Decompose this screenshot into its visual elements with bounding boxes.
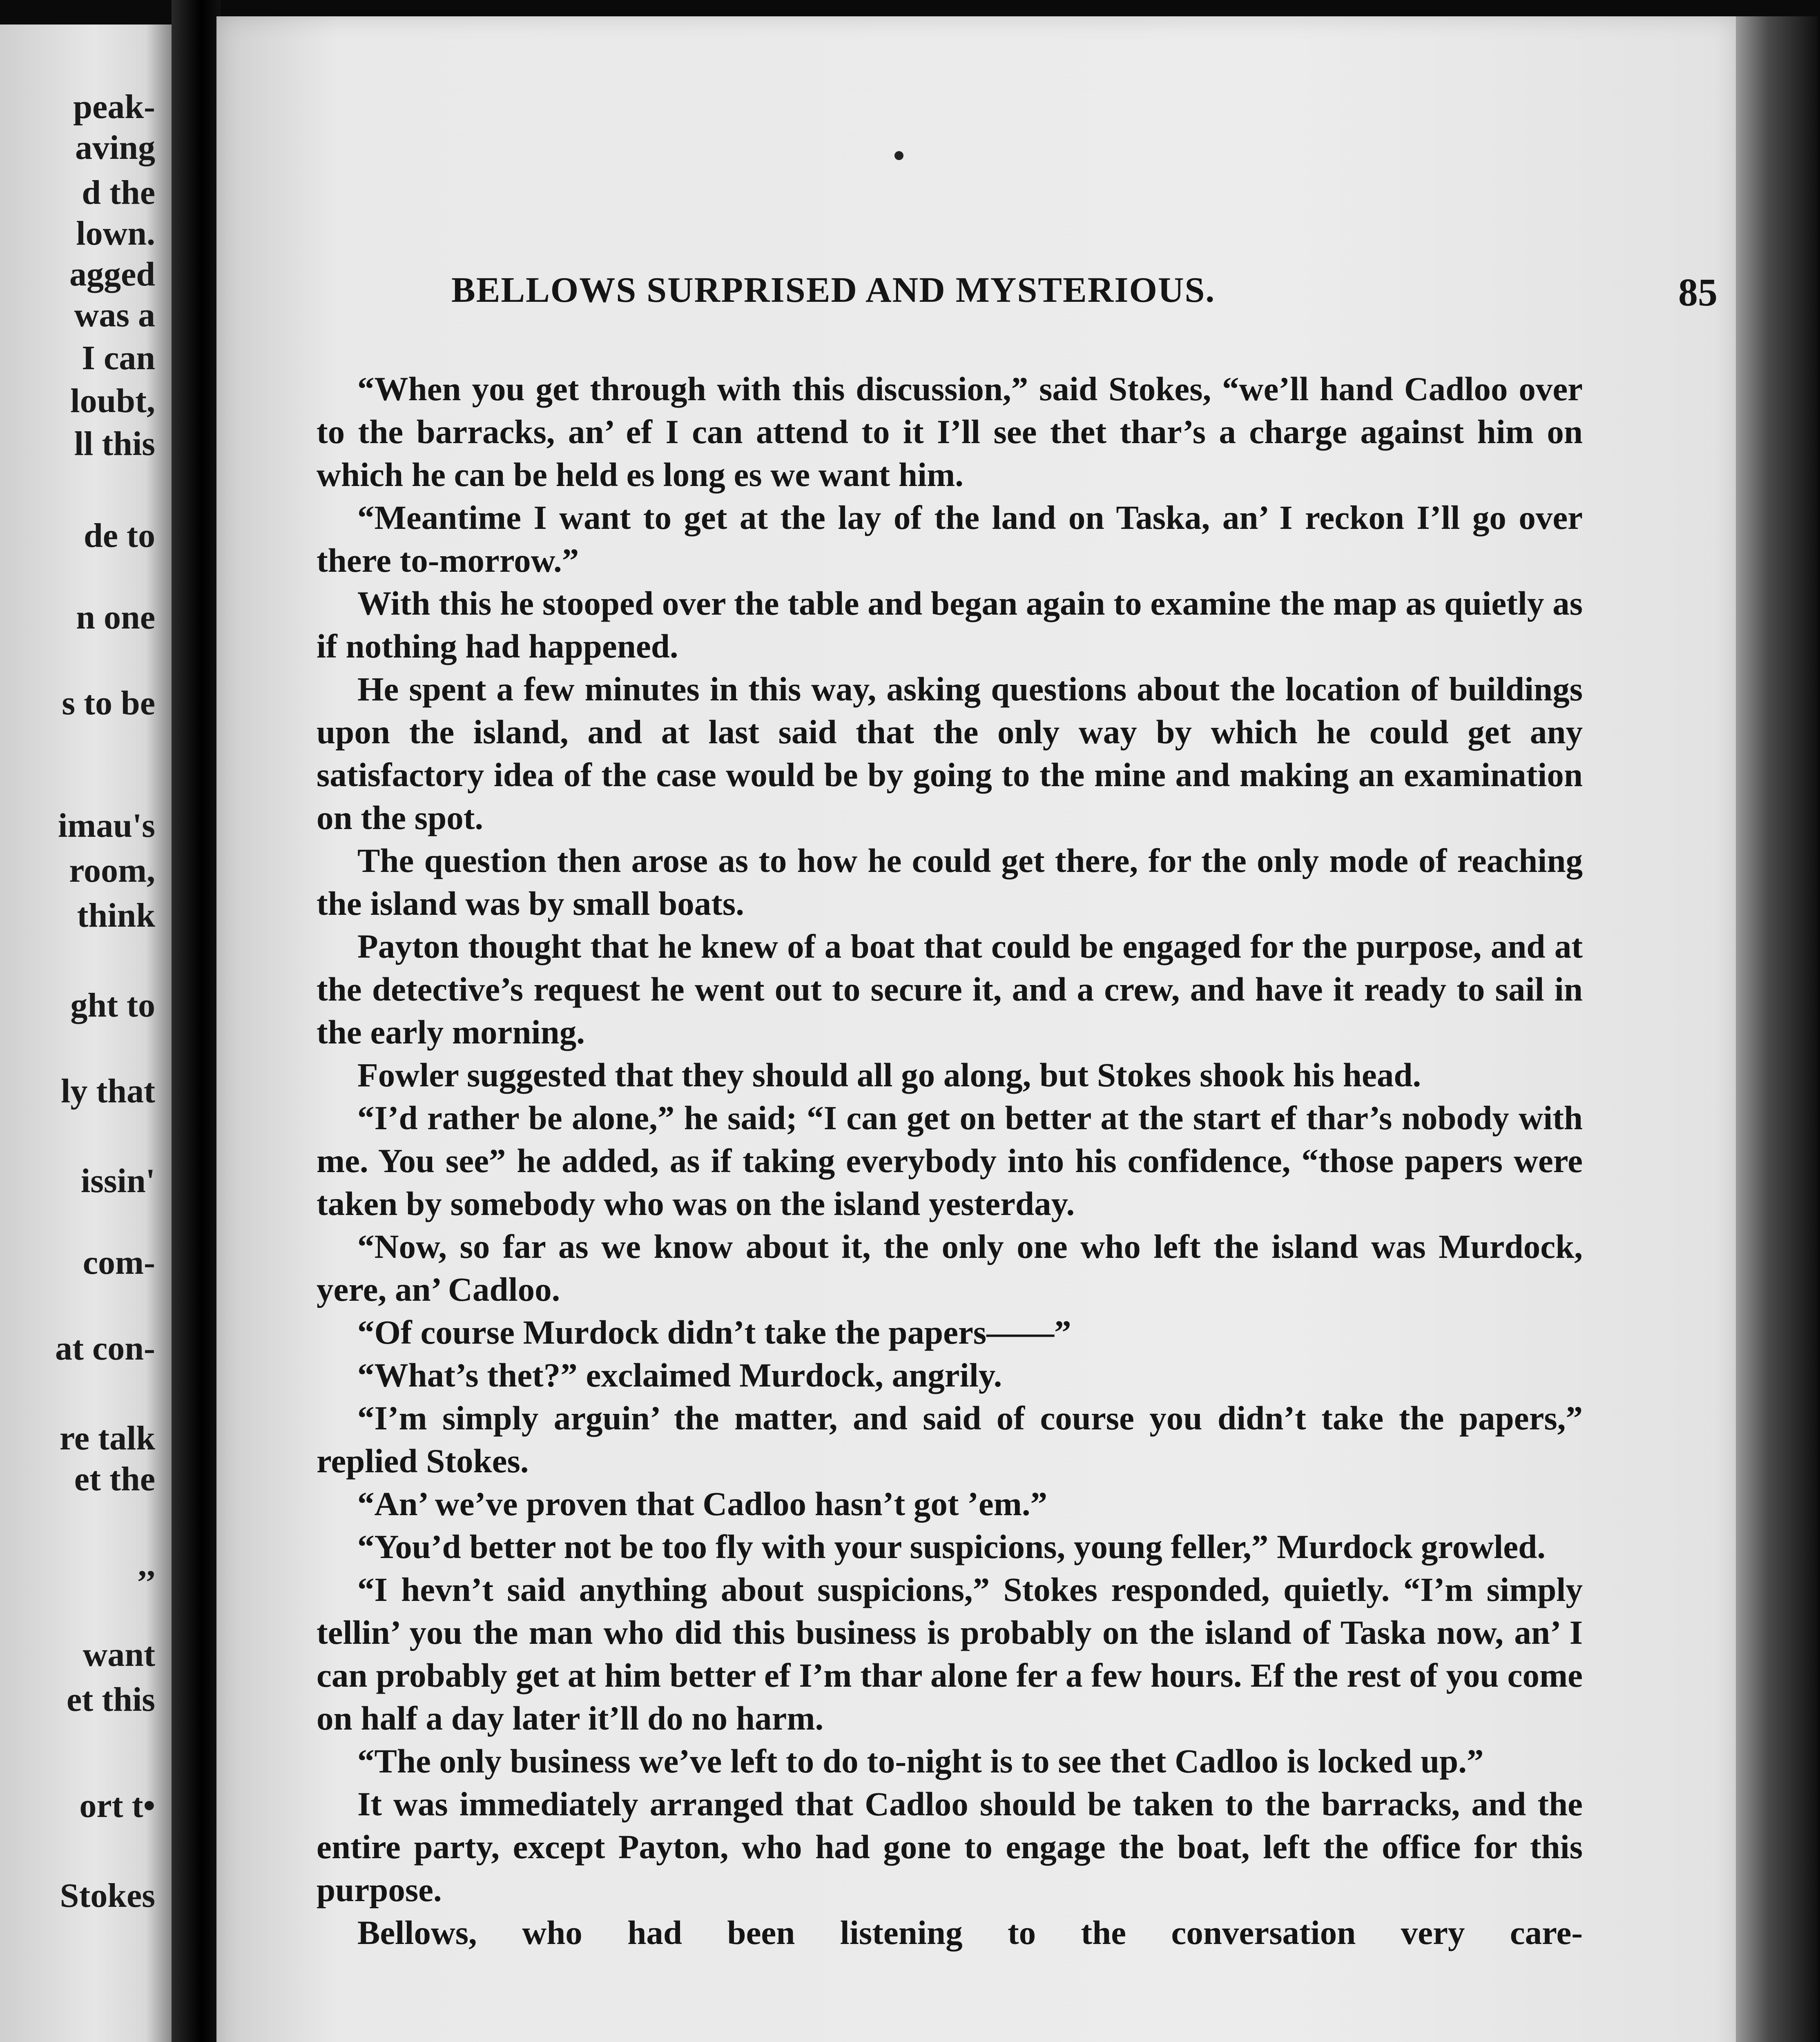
facing-page-fragment: de to — [84, 517, 155, 555]
facing-page-fragment: want — [83, 1636, 155, 1674]
page-edge-shadow — [1736, 16, 1818, 2042]
paragraph: Bellows, who had been listening to the conversation very care- — [357, 1914, 1583, 1951]
paragraph: “When you get through with this discussion,” said Stokes, “we’ll hand Cadloo over to the barracks, an’ ef I can attend to it I’ll see thet thar’s a charge against him on which he can be held es long es we want him. — [317, 370, 1583, 493]
facing-page-fragment: re talk — [59, 1419, 155, 1457]
facing-page-fragment: d the — [82, 174, 155, 212]
paragraph: “I hevn’t said anything about suspicions,” Stokes responded, quietly. “I’m simply tellin’ you the man who did this business is probably on the island of Taska now, an’ I can probably get at him better ef I’m thar alone fer a few hours. Ef the rest of you come on half a day later it’ll do no harm. — [317, 1571, 1583, 1737]
facing-page-fragment: aving — [75, 129, 155, 167]
facing-page-fragment: ort t• — [79, 1787, 155, 1825]
paragraph: “I’d rather be alone,” he said; “I can get on better at the start ef thar’s nobody with me. You see” he added, as if taking everybody into his confidence, “those papers were taken by somebody who was on the island yesterday. — [317, 1099, 1583, 1222]
page-number: 85 — [1678, 270, 1717, 314]
facing-page-fragment: lown. — [76, 214, 155, 252]
facing-page-fragment: room, — [69, 852, 155, 889]
facing-page-fragment: imau's — [58, 807, 155, 845]
paragraph: It was immediately arranged that Cadloo should be taken to the barracks, and the entire party, except Payton, who had gone to engage the boat, left the office for this purpose. — [317, 1785, 1583, 1908]
paragraph: “Now, so far as we know about it, the only one who left the island was Murdock, yere, an’ Cadloo. — [317, 1228, 1583, 1308]
facing-page-fragment: ly that — [61, 1072, 155, 1110]
facing-page-fragment: at con- — [55, 1329, 155, 1367]
facing-page-fragment: et the — [74, 1460, 155, 1498]
paragraph: “You’d better not be too fly with your suspicions, young feller,” Murdock growled. — [357, 1528, 1546, 1565]
paragraph: Payton thought that he knew of a boat that could be engaged for the purpose, and at the detective’s request he went out to secure it, and a crew, and have it ready to sail in the early morning. — [317, 927, 1583, 1051]
ink-speck — [894, 151, 903, 160]
facing-page-fragment: peak- — [73, 88, 155, 126]
body-text — [317, 368, 1583, 1954]
paragraph: The question then arose as to how he could get there, for the only mode of reaching the island was by small boats. — [317, 842, 1583, 922]
facing-page-fragment: s to be — [62, 684, 155, 722]
facing-page-fragment: was a — [74, 296, 155, 334]
paragraph: “An’ we’ve proven that Cadloo hasn’t got ’em.” — [357, 1485, 1048, 1523]
facing-page-fragment: ,, — [138, 1546, 155, 1584]
facing-page-fragment: com- — [83, 1244, 155, 1282]
facing-page-fragment: et this — [67, 1681, 155, 1719]
facing-page-fragment: think — [77, 896, 155, 934]
book-gutter — [172, 0, 221, 2042]
paragraph: “Meantime I want to get at the lay of the land on Taska, an’ I reckon I’ll go over there to-morrow.” — [317, 499, 1583, 579]
facing-page-fragment: Stokes — [60, 1877, 155, 1915]
paragraph: With this he stooped over the table and began again to examine the map as quietly as if nothing had happened. — [317, 584, 1583, 665]
facing-page-fragment: n one — [76, 598, 155, 636]
paragraph: Fowler suggested that they should all go along, but Stokes shook his head. — [357, 1056, 1421, 1094]
facing-page-fragment: ll this — [74, 425, 155, 463]
facing-page-fragment: issin' — [80, 1162, 155, 1200]
facing-page-strip — [0, 25, 172, 2042]
facing-page-fragment: ght to — [70, 986, 155, 1024]
paragraph: “I’m simply arguin’ the matter, and said of course you didn’t take the papers,” replied Stokes. — [317, 1399, 1583, 1480]
running-head: BELLOWS SURPRISED AND MYSTERIOUS. — [451, 270, 1216, 310]
paragraph: “Of course Murdock didn’t take the papers——” — [357, 1313, 1071, 1351]
paragraph: “What’s thet?” exclaimed Murdock, angrily. — [357, 1356, 1002, 1394]
facing-page-fragment: I can — [82, 339, 155, 377]
paragraph: He spent a few minutes in this way, asking questions about the location of buildings upon the island, and at last said that the only way by which he could get any satisfactory idea of the case would be by going to the mine and making an examination on the spot. — [317, 670, 1583, 836]
paragraph: “The only business we’ve left to do to-night is to see thet Cadloo is locked up.” — [357, 1742, 1484, 1780]
book-page — [216, 16, 1736, 2042]
facing-page-fragment: agged — [69, 255, 155, 293]
facing-page-fragment: loubt, — [70, 382, 155, 420]
